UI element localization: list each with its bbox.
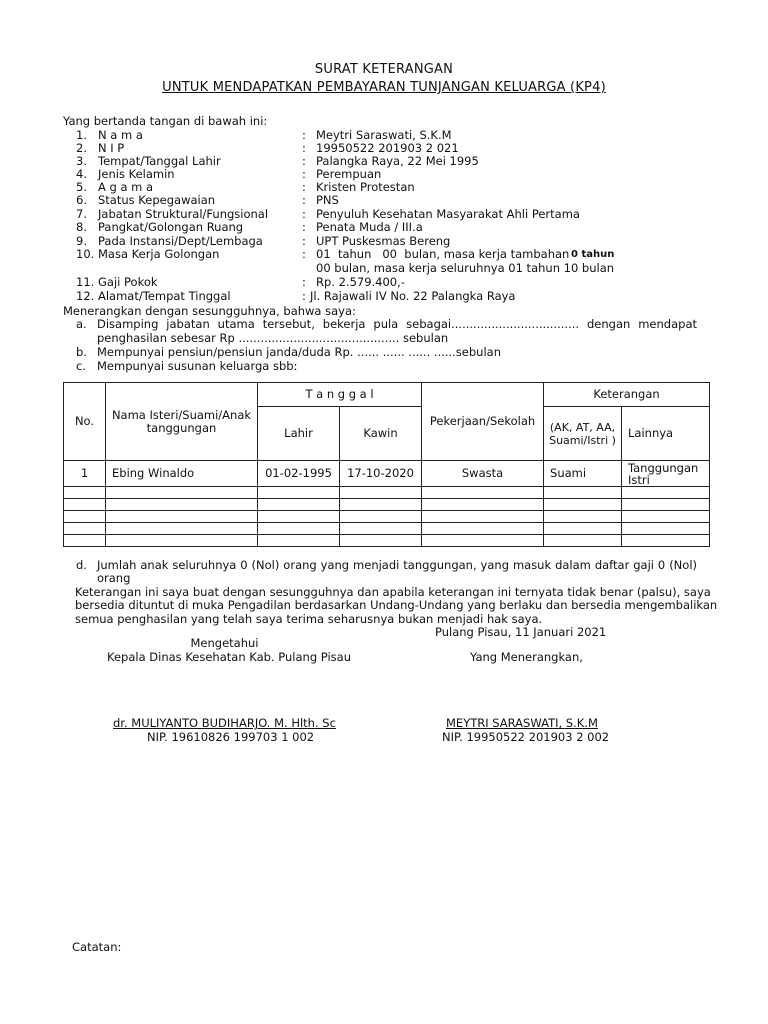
field-label: Pada Instansi/Dept/Lembaga <box>98 234 263 248</box>
field-value: Rp. 2.579.400,- <box>316 275 405 289</box>
field-value: Meytri Saraswati, S.K.M <box>316 128 452 142</box>
field-label: Masa Kerja Golongan <box>98 247 220 261</box>
field-colon: : <box>302 234 306 248</box>
cell-lainnya: Tanggungan Istri <box>622 461 710 487</box>
field-value: 00 bulan, masa kerja seluruhnya 01 tahun 10 bulan <box>316 261 615 275</box>
field-number: 2. <box>76 141 87 155</box>
field-number: 11. <box>76 275 95 289</box>
field-colon: : <box>302 128 306 142</box>
field-label: Pangkat/Golongan Ruang <box>98 220 244 234</box>
field-masa-kerja-cont <box>76 262 716 275</box>
item-c-marker: c. <box>76 359 86 373</box>
field-status-kepegawaian <box>76 194 716 207</box>
catatan-label: Catatan: <box>72 940 122 954</box>
field-value: Palangka Raya, 22 Mei 1995 <box>316 154 479 168</box>
left-sign-nip: NIP. 19610826 199703 1 002 <box>147 730 315 744</box>
family-table <box>63 382 710 547</box>
field-number: 6. <box>76 193 87 207</box>
header-kawin: Kawin <box>340 407 422 461</box>
table-row-empty <box>64 499 710 511</box>
field-label: N I P <box>98 141 125 155</box>
field-value: 19950522 201903 2 021 <box>316 141 459 155</box>
masa-kerja-tambahan-tahun: 0 tahun <box>571 249 615 260</box>
field-number: 5. <box>76 180 87 194</box>
field-alamat <box>76 290 716 303</box>
field-colon: : <box>302 275 306 289</box>
field-label: Jabatan Struktural/Fungsional <box>98 207 269 221</box>
table-row-empty <box>64 523 710 535</box>
header-keterangan: Keterangan <box>544 383 710 407</box>
cell-no: 1 <box>64 461 106 487</box>
field-label: Alamat/Tempat Tinggal <box>98 289 231 303</box>
item-d-marker: d. <box>76 558 87 572</box>
field-colon: : <box>302 154 306 168</box>
field-number: 1. <box>76 128 87 142</box>
field-label: Status Kepegawaian <box>98 193 216 207</box>
closing-line1: Keterangan ini saya buat dengan sesungguhnya dan apabila keterangan ini ternyata tidak benar (palsu), saya <box>75 585 711 599</box>
field-value: Perempuan <box>316 167 382 181</box>
closing-line3: semua penghasilan yang telah saya terima seharusnya bukan menjadi hak saya. <box>75 612 543 626</box>
field-value: UPT Puskesmas Bereng <box>316 234 451 248</box>
header-ak: (AK, AT, AA, Suami/Istri ) <box>544 407 622 461</box>
place-date: Pulang Pisau, 11 Januari 2021 <box>435 625 607 639</box>
field-number: 9. <box>76 234 87 248</box>
field-number: 4. <box>76 167 87 181</box>
field-value: Jl. Rajawali IV No. 22 Palangka Raya <box>310 289 516 303</box>
field-number: 8. <box>76 220 87 234</box>
document-title: SURAT KETERANGAN <box>314 62 454 77</box>
field-value: Penata Muda / III.a <box>316 220 423 234</box>
item-a-marker: a. <box>76 317 87 331</box>
field-colon: : <box>302 207 306 221</box>
field-number: 7. <box>76 207 87 221</box>
left-sign-label2: Kepala Dinas Kesehatan Kab. Pulang Pisau <box>107 650 351 664</box>
header-nama: Nama Isteri/Suami/Anak tanggungan <box>106 383 258 461</box>
item-b-line: Mempunyai pensiun/pensiun janda/duda Rp. ...... ...... ...... ......sebulan <box>97 345 501 359</box>
field-number: 12. <box>76 289 95 303</box>
item-b-marker: b. <box>76 345 87 359</box>
field-label: N a m a <box>98 128 143 142</box>
field-value: Kristen Protestan <box>316 180 415 194</box>
field-label: Jenis Kelamin <box>98 167 175 181</box>
field-label: Gaji Pokok <box>98 275 158 289</box>
cell-pekerjaan: Swasta <box>422 461 544 487</box>
header-pekerjaan: Pekerjaan/Sekolah <box>422 383 544 461</box>
field-label: Tempat/Tanggal Lahir <box>98 154 221 168</box>
field-value: 01 tahun 00 bulan, masa kerja tambahan <box>316 247 570 261</box>
intro-text: Yang bertanda tangan di bawah ini: <box>63 114 268 128</box>
item-d-line1: Jumlah anak seluruhnya 0 (Nol) orang yang menjadi tanggungan, yang masuk dalam daftar gaji 0 (Nol) <box>97 558 697 572</box>
closing-line2: bersedia dituntut di muka Pengadilan berdasarkan Undang-Undang yang berlaku dan bersedia mengembalikan <box>75 598 718 612</box>
cell-ket: Suami <box>544 461 622 487</box>
table-row-empty <box>64 487 710 499</box>
field-gaji-pokok <box>76 276 716 289</box>
left-sign-label1: Mengetahui <box>190 636 259 650</box>
item-a-line1: Disamping jabatan utama tersebut, bekerja pula sebagai................................... dengan mendapat <box>97 317 697 331</box>
item-a-line2: penghasilan sebesar Rp ............................................ sebulan <box>97 331 449 345</box>
header-tanggal: T a n g g a l <box>258 383 422 407</box>
right-sign-label: Yang Menerangkan, <box>470 650 583 664</box>
field-value: PNS <box>316 193 339 207</box>
field-colon: : <box>302 289 306 303</box>
field-value: Penyuluh Kesehatan Masyarakat Ahli Pertama <box>316 207 580 221</box>
left-sign-name: dr. MULIYANTO BUDIHARJO. M. Hlth. Sc <box>113 716 336 730</box>
right-sign-name: MEYTRI SARASWATI, S.K.M <box>446 716 598 730</box>
cell-nama: Ebing Winaldo <box>106 461 258 487</box>
table-row-empty <box>64 511 710 523</box>
header-no: No. <box>64 383 106 461</box>
item-d-line2: orang <box>97 571 131 585</box>
table-row <box>64 461 710 487</box>
cell-lahir: 01-02-1995 <box>258 461 340 487</box>
cell-kawin: 17-10-2020 <box>340 461 422 487</box>
header-lainnya: Lainnya <box>622 407 710 461</box>
field-label: A g a m a <box>98 180 154 194</box>
field-number: 3. <box>76 154 87 168</box>
field-colon: : <box>302 167 306 181</box>
field-colon: : <box>302 180 306 194</box>
statement-intro: Menerangkan dengan sesungguhnya, bahwa saya: <box>63 304 356 318</box>
right-sign-nip: NIP. 19950522 201903 2 002 <box>442 730 610 744</box>
field-masa-kerja <box>76 248 716 261</box>
table-row-empty <box>64 535 710 547</box>
field-colon: : <box>302 220 306 234</box>
field-colon: : <box>302 193 306 207</box>
field-colon: : <box>302 247 306 261</box>
field-colon: : <box>302 141 306 155</box>
header-lahir: Lahir <box>258 407 340 461</box>
document-subtitle: UNTUK MENDAPATKAN PEMBAYARAN TUNJANGAN KELUARGA (KP4) <box>162 80 606 95</box>
item-c-line: Mempunyai susunan keluarga sbb: <box>97 359 298 373</box>
field-pangkat <box>76 221 716 234</box>
field-number: 10. <box>76 247 95 261</box>
